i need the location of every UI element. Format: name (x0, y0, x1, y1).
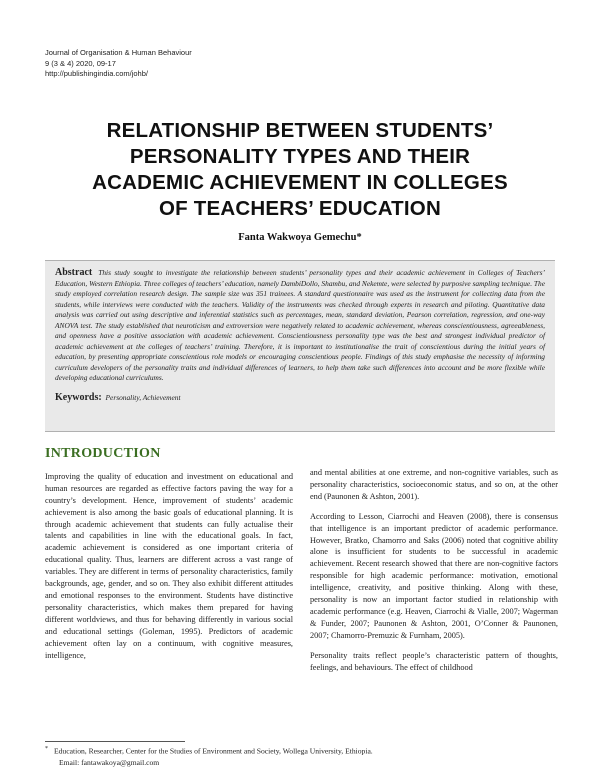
body-paragraph: Personality traits reflect people’s characteristic pattern of thoughts, feelings, and behaviours. The effect of childhood (310, 650, 558, 672)
keywords-label: Keywords: (55, 391, 102, 403)
title-line: OF TEACHERS’ EDUCATION (159, 197, 441, 220)
abstract-box (45, 260, 555, 432)
journal-url[interactable]: http://publishingindia.com/johb/ (45, 69, 148, 78)
title-line: PERSONALITY TYPES AND THEIR (129, 145, 471, 168)
journal-name: Journal of Organisation & Human Behaviour (45, 48, 192, 57)
right-column (310, 467, 558, 682)
title-line: RELATIONSHIP BETWEEN STUDENTS’ (106, 119, 494, 142)
footnote-divider (45, 741, 185, 742)
body-paragraph: Improving the quality of education and investment on educational and human resources are regarded as effective factors paving the way for a country’s development. Hence, improvement of students’ academic achievement is also among the basic goals of educational planning. It is through academic achievement that students can fully actualise their talents and capabilities in line with the educational goals. In fact, academic achievement is considered as one important criteria of educational quality. Thus, learners are different across a vast range of variables. They are different in terms of personality characteristics, family backgrounds, age, gender, and so on. They also exhibit different attitudes and emotional responses to the environment. Students have distinctive personality characteristics, which makes them prepared for having different worldviews, and thus for behaving differently in various social and educational settings (Goleman, 1995). Predictors of academic achievement often lay on a continuum, with cognitive measures, intelligence, (45, 471, 293, 660)
abstract-label: Abstract (55, 267, 93, 278)
keywords-text: Personality, Achievement (105, 392, 181, 402)
footnote-email[interactable]: Email: fantawakoya@gmail.com (59, 757, 160, 767)
section-heading-introduction: INTRODUCTION (45, 446, 161, 461)
paper-title (40, 118, 560, 222)
author-name: Fanta Wakwoya Gemechu* (238, 232, 362, 243)
abstract-text: This study sought to investigate the relationship between students’ personality types and their academic achievement in Colleges of Teachers’ Education, Western Ethiopia. Three colleges of teachers’ education, namely DambiDollo, Shambu, and Nekemte, were selected by purposive sampling technique. The study employed correlation research design. The sample size was 351 trainees. A standard questionnaire was used as the instrument for collecting data from the students, while interviews were conducted with the teachers. Validity of the instruments was checked through experts in research and piloting. Quantitative data analysis was carried out using descriptive and inferential statistics such as percentages, mean, standard deviation, Pearson correlation, regression, and one-way ANOVA test. The study established that neuroticism and extroversion were negatively related to academic achievement, whereas conscientiousness, agreeableness, and openness have a positive association with academic achievement. Conscientiousness personality type was the best and strongest individual predictor of academic achievement at the colleges of teachers’ training. Therefore, it is important to institutionalise the trait of conscientious during the initial years of education, by presenting appropriate conscientious role models or encouraging conscientious people. Findings of this study emphasise the necessity of informing curriculum developers of the personality traits and individual differences of learners, to help them take such differences into account and be more flexible while developing educational curriculums. (55, 268, 545, 382)
journal-volume: 9 (3 & 4) 2020, 09-17 (45, 58, 116, 68)
body-paragraph: According to Lesson, Ciarrochi and Heaven (2008), there is consensus that intelligence is an important predictor of academic performance. However, Bratko, Chamorro and Saks (2006) noted that cognitive ability alone is insufficient for students to be successful in academic achievement. Recent research showed that there are non-cognitive factors responsible for high academic performance: motivation, emotional intelligence, creativity, and positive thinking. Along with these, personality is now an important factor studied in relationship with academic performance (e.g. Heaven, Ciarrochi & Vialle, 2007; Wagerman & Funder, 2007; Paunonen & Ashton, 2001, O’Conner & Paunonen, 2007; Chamorro-Premuzic & Furnham, 2005). (310, 511, 558, 640)
body-paragraph: and mental abilities at one extreme, and non-cognitive variables, such as personality characteristics, socioeconomic status, and so on, at the other end (Paunonen & Ashton, 2001). (310, 468, 558, 501)
keywords (55, 392, 545, 403)
left-column (45, 448, 293, 669)
footnote-affiliation-line (45, 744, 373, 757)
title-line: ACADEMIC ACHIEVEMENT IN COLLEGES (92, 171, 508, 194)
footnote-marker: * (45, 746, 48, 752)
footnote-affiliation: Education, Researcher, Center for the Studies of Environment and Society, Wollega University, Ethiopia. (54, 746, 373, 756)
abstract-paragraph (55, 268, 545, 384)
footnote (45, 744, 373, 768)
journal-header (45, 48, 192, 80)
